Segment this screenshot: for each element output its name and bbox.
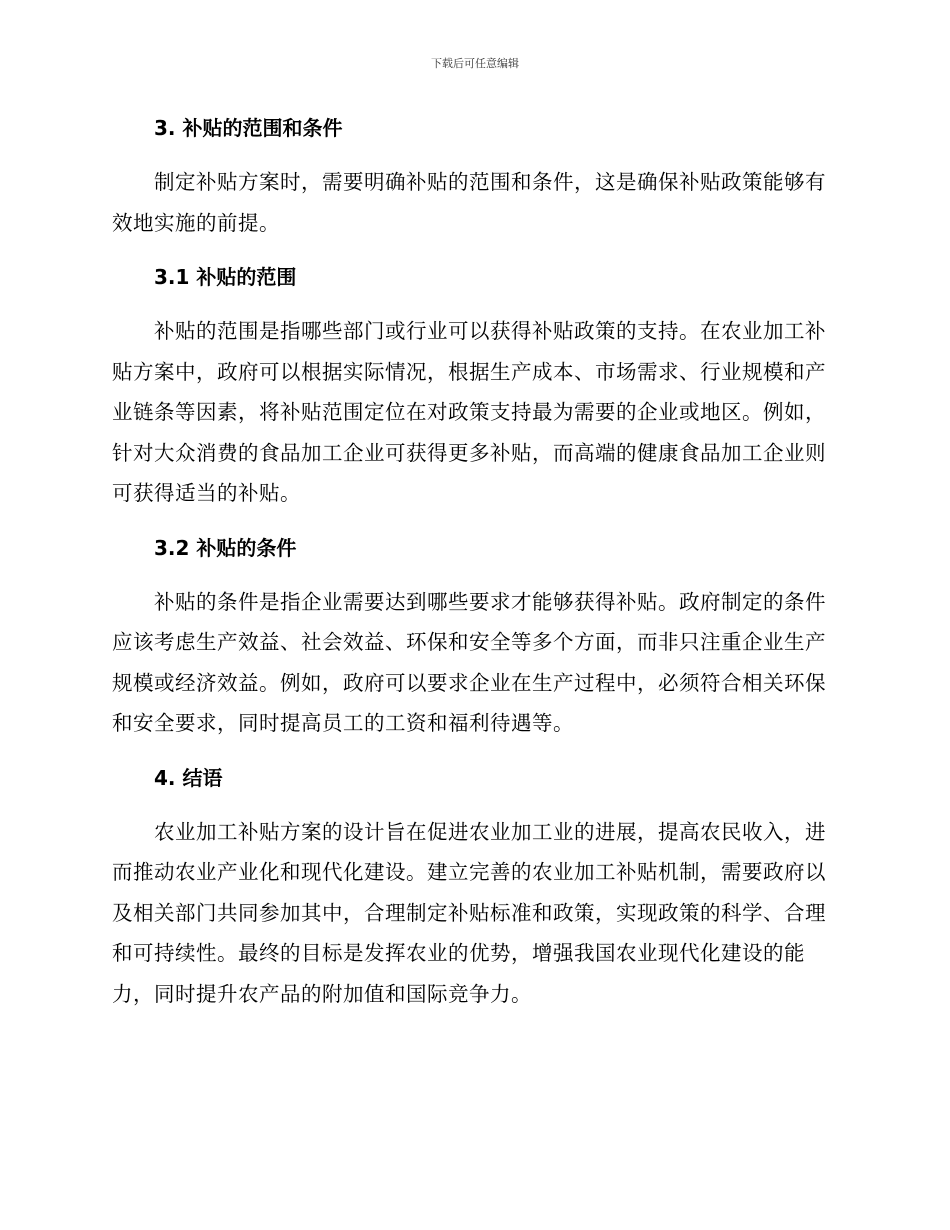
section-heading-conditions: 3.2 补贴的条件	[154, 535, 297, 560]
section-heading-scope-and-conditions: 3. 补贴的范围和条件	[154, 116, 343, 140]
paragraph-intro: 制定补贴方案时，需要明确补贴的范围和条件，这是确保补贴政策能够有效地实施的前提。	[112, 170, 826, 235]
page-header-note: 下载后可任意编辑	[431, 57, 519, 70]
document-body	[112, 108, 832, 1014]
section-heading-conclusion: 4. 结语	[154, 765, 223, 790]
paragraph-conditions: 补贴的条件是指企业需要达到哪些要求才能够获得补贴。政府制定的条件应该考虑生产效益、社会效益、环保和安全等多个方面，而非只注重企业生产规模或经济效益。例如，政府可以要求企业在生产过程中，必须符合相关环保和安全要求，同时提高员工的工资和福利待遇等。	[112, 589, 826, 735]
paragraph-conclusion: 农业加工补贴方案的设计旨在促进农业加工业的进展，提高农民收入，进而推动农业产业化和现代化建设。建立完善的农业加工补贴机制，需要政府以及相关部门共同参加其中，合理制定补贴标准和政策，实现政策的科学、合理和可持续性。最终的目标是发挥农业的优势，增强我国农业现代化建设的能力，同时提升农产品的附加值和国际竞争力。	[112, 819, 826, 1006]
paragraph-scope: 补贴的范围是指哪些部门或行业可以获得补贴政策的支持。在农业加工补贴方案中，政府可以根据实际情况，根据生产成本、市场需求、行业规模和产业链条等因素，将补贴范围定位在对政策支持最为需要的企业或地区。例如，针对大众消费的食品加工企业可获得更多补贴，而高端的健康食品加工企业则可获得适当的补贴。	[112, 319, 826, 505]
section-heading-scope: 3.1 补贴的范围	[154, 265, 297, 289]
